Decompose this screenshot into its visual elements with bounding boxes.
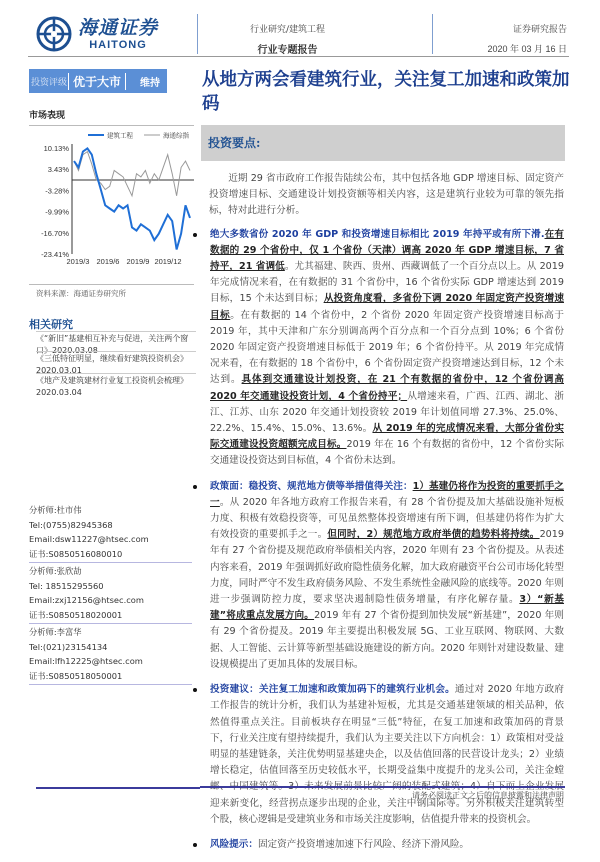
key-point: 但同时，2）规范地方政府举债的趋势料将持续。 (327, 529, 540, 541)
bullet-text: 从增速来看，广西、江西、湖北、浙江、江苏、山东 2020 年交通计划投资较 2019 年计划值同增 27.3%、25.0%、22.2%、15.4%、15.0%、13.6%。 (210, 390, 565, 435)
key-point: 在有数据的 29 个省份中，仅 1 个省份（天津）调高 2020 年 GDP 增速目标，7 省持平，21 省调低 (210, 228, 564, 273)
divider (29, 623, 192, 624)
market-title: 市场表现 (29, 111, 66, 121)
analyst-email[interactable]: Email:dsw11227@htsec.com (29, 534, 149, 544)
header-category (200, 22, 375, 56)
key-point: 1）基建仍将作为投资的重要抓手之一 (210, 480, 564, 508)
market-performance-chart (30, 128, 196, 278)
bullet-text: 。尤其福建、陕西、贵州、西藏调低了一个百分点以上。从 2019 年完成情况来看，在有数据的 31 个省份中，16 个省份实际 GDP 增速达到 2019 目标，15 个未达到目标； (210, 261, 564, 305)
summary-heading-box (201, 125, 565, 161)
bullet-heading: 投资建议：关注复工加速和政策加码下的建筑行业机会。 (210, 684, 455, 696)
bullet-text: 2019 年有 27 个省份提及规范政府举债相关内容，2020 年则有 23 个省份提及。从表述内容来看，2019 年强调抓好政府隐性债务化解，加大政府融资平台公司市场化转型力度，同时严守不发生政府债务风险、不发生系统性金融风险的底线等。2020 年则进一步强调防控力度，要求坚决遏制隐性债务增量，有序化解存量。 (210, 529, 564, 606)
analyst-cert: 证书:S0850518050001 (29, 670, 123, 681)
summary-bullet (202, 479, 564, 673)
rating-label: 投资评级 (31, 77, 68, 88)
analyst-email[interactable]: Email:zxj12156@htsec.com (29, 595, 144, 605)
analyst-email[interactable]: Email:lfh12225@htsec.com (29, 656, 143, 666)
divider (29, 684, 192, 685)
footer-rule (36, 787, 200, 789)
chart-source: 资料来源：海通证券研究所 (36, 289, 126, 298)
analyst-cert: 证书:S0850518020001 (29, 609, 123, 620)
header-divider (432, 14, 433, 54)
y-tick-label: -23.41% (41, 250, 69, 259)
industry-category: 行业研究/建筑工程 (249, 25, 326, 35)
rating-box (29, 69, 167, 93)
bullet-text: 2019 年在 16 个有数据的省份中，12 个省份实际交通建设投资达到目标值，4 个省份未达到。 (210, 439, 564, 467)
report-date: 2020 年 03 月 16 日 (487, 44, 567, 54)
bullet-heading: 政策面：稳投资、规范地方债等举措值得关注： (210, 480, 413, 492)
analyst-name: 分析师:杜市伟 (29, 505, 82, 515)
summary-bullet (202, 227, 564, 470)
bullet-text: 通过对 2020 年地方政府工作报告的统计分析，我们认为基建补短板，尤其是交通基建领域的相关品种，依然值得重点关注。目前板块存在明显“三低”特征，在复工加速和政策加码的背景下，行业关注度有望持续提升，我们认为主要关注以下方向机会：1）政策相对受益明显的基建链条，关注优势明显基建央企，以及估值回落的民营设计龙头；2）业绩增长稳定，估值回落至历史较低水平，长期受益集中度提升的龙头公司，关注金螳 迎来新变化，经营拐点逐步出现的企业，关注中钢国际等。另外积极关注建筑转型个股，核心逻辑是受建筑业务和市场关注度影响，估值提升带来的投资机会。 (210, 684, 565, 825)
company-logo (36, 16, 158, 52)
summary-body (202, 171, 564, 862)
y-tick-label: -3.28% (45, 186, 69, 196)
x-tick-label: 2019/3 (66, 257, 90, 266)
bullet-heading: 风险提示： (210, 838, 258, 850)
key-point: 具体到交通建设计划投资，在 21 个有数据的省份中，12 个省份调高 2020 年交通建设投资计划，4 个省份持平； (210, 374, 564, 402)
series-line-haitong-index (74, 152, 190, 196)
x-tick-label: 2019/6 (96, 257, 120, 266)
y-tick-label: -16.70% (41, 228, 69, 238)
header-right (487, 22, 567, 55)
divider (29, 562, 192, 563)
divider (29, 125, 194, 126)
key-point: 从 2019 年的完成情况来看，大部分省份实际交通建设投资超额完成目标。 (210, 423, 564, 451)
bullet-text: 。从 2020 年各地方政府工作报告来看，有 28 个省份提及加大基础设施补短板力度、积极有效稳投资等，可见虽然整体投资增速有所下调，但基建仍将作为扩大有效投资的重要抓手之一。 (210, 496, 564, 541)
logo-cn: 海通证券 (78, 17, 159, 39)
logo-en: HAITONG (89, 39, 147, 51)
disclaimer-note[interactable]: 请务必阅读正文之后的信息披露和法律声明 (412, 791, 564, 800)
analyst-cert: 证书:S0850516080010 (29, 548, 123, 559)
header-divider (197, 14, 198, 54)
bullet-text: 固定资产投资增速加速下行风险、经济下滑风险。 (257, 838, 470, 850)
key-point: 从投资角度看，多省份下调 2020 年固定资产投资增速目标 (210, 293, 564, 321)
divider (29, 284, 194, 285)
rating-change: 维持 (140, 77, 161, 89)
summary-heading: 投资要点: (208, 136, 261, 150)
x-tick-label: 2019/12 (154, 257, 182, 266)
analyst-tel: Tel:(021)23154134 (29, 641, 108, 652)
analyst-tel: Tel:(0755)82945368 (29, 519, 113, 530)
bullet-text: 2019 年有 27 个省份提到加快发展“新基建”，2020 年则有 29 个省份提及。2019 年主要提出积极发展 5G、工业互联网、物联网、大数据、人工智能、云计算等新型基础设施建设的新方向。2020 年则针对建设数量、建设规模提出了更加具体的发展目标。 (210, 610, 564, 670)
y-tick-label: 3.43% (47, 165, 69, 175)
legend-label: 建筑工程 (107, 131, 133, 140)
footer-rule (200, 786, 565, 788)
y-tick-label: 10.13% (43, 144, 69, 153)
analyst-name: 分析师:张欣劼 (29, 566, 82, 576)
related-research-title: 相关研究 (29, 318, 73, 331)
legend-label: 海通综指 (163, 131, 189, 140)
related-item[interactable]: 《地产及建筑建材行业复工投资机会梳理》2020.03.04 (36, 373, 196, 399)
doc-type: 证券研究报告 (512, 25, 567, 35)
summary-intro: 近期 29 省市政府工作报告陆续公布，其中包括各地 GDP 增速目标、固定资产投资增速目标、交通建设计划投资额等相关内容，这是建筑行业较为可靠的领先指标，特对此进行分析。 (209, 173, 564, 217)
bullet-text: 。在有数据的 14 个省份中，2 个省份 2020 年固定资产投资增速目标高于 2019 年，其中天津和广东分别调高两个百分点和一个百分点到 10%；6 个省份 2020 年固定资产投资增速目标低于 2019 年；6 个省份持平。从 2019 年完成情况来看，在有数据的 18 个省份中，6 个省份固定资产投资增速达到目标，12 个未达到。 (210, 309, 565, 386)
x-tick-label: 2019/9 (126, 257, 150, 266)
analyst-list (29, 503, 192, 686)
related-item[interactable]: 《“新旧”基建相互补充与促进，关注两个窗口》2020.03.08 (36, 331, 196, 357)
y-tick-label: -9.99% (45, 207, 69, 217)
summary-bullet (202, 837, 564, 853)
report-title: 从地方两会看建筑行业，关注复工加速和政策加码 (202, 70, 570, 114)
haitong-logo-icon (36, 16, 72, 52)
rating-value: 优于大市 (68, 73, 126, 90)
related-item[interactable]: 《三低特征明显，继续看好建筑投资机会》2020.03.01 (36, 351, 196, 377)
summary-bullet (202, 682, 564, 828)
report-type: 行业专题报告 (257, 45, 318, 56)
bullet-heading: 绝大多数省份 2020 年 GDP 和投资增速目标相比 2019 年持平或有所下滑. (210, 228, 545, 240)
key-point: 3）“新基建”将成重点发展方向。 (210, 594, 565, 622)
analyst-tel: Tel: 18515295560 (29, 580, 104, 591)
header-rule (28, 56, 569, 57)
analyst-name: 分析师:李富华 (29, 627, 82, 637)
